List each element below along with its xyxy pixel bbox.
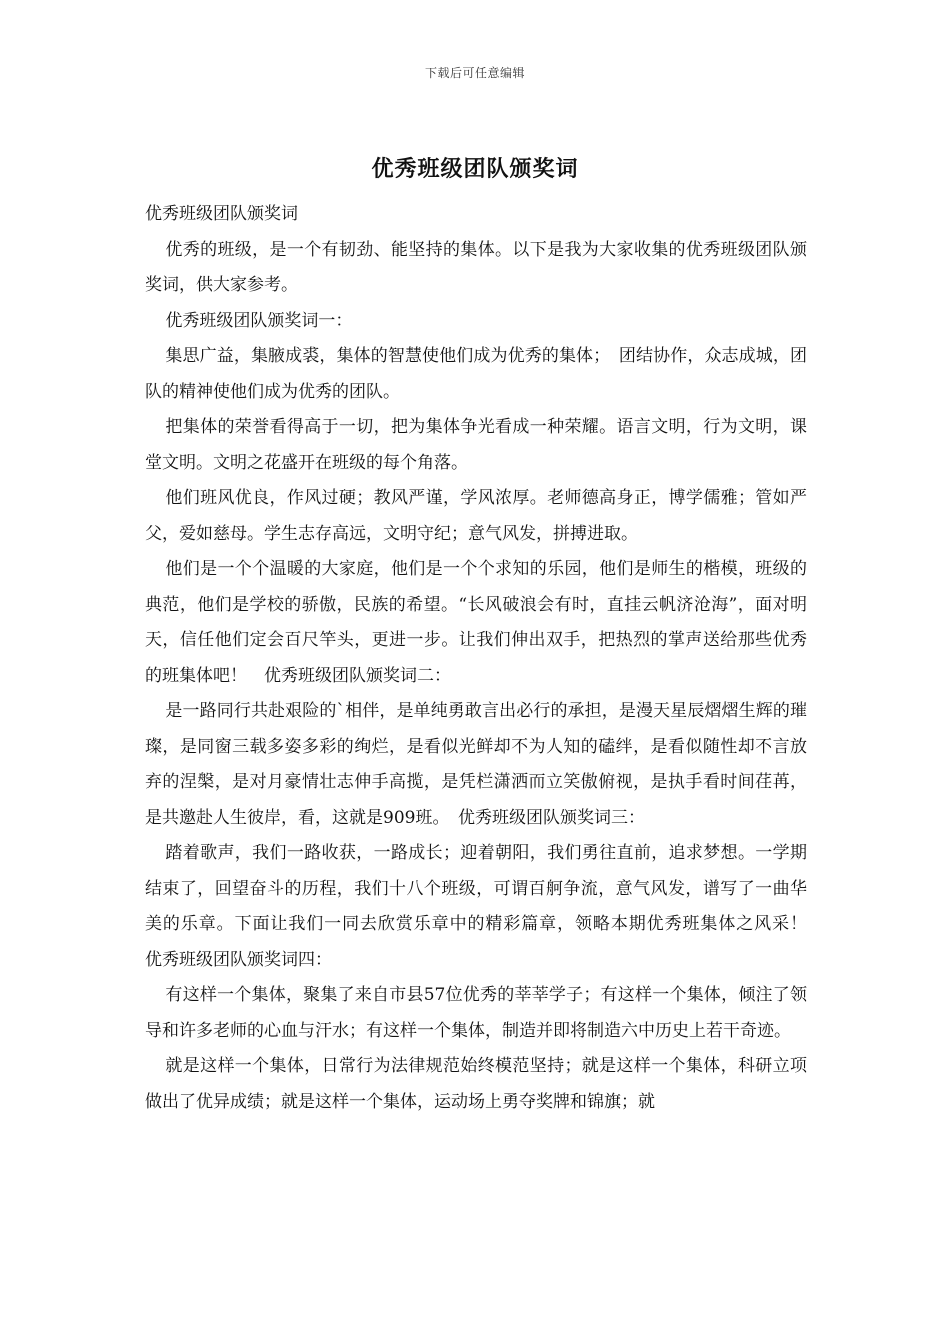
paragraph-heading-one: 优秀班级团队颁奖词一： (165, 310, 353, 331)
paragraph: 就是这样一个集体，日常行为法律规范始终模范坚持；就是这样一个集体，科研立项做出了优异成绩；就是这样一个集体，运动场上勇夺奖牌和锦旗；就 (145, 1056, 807, 1112)
paragraph: 是一路同行共赴艰险的`相伴，是单纯勇敢言出必行的承担，是漫天星辰熠熠生辉的璀璨，是同窗三载多姿多彩的绚烂，是看似光鲜却不为人知的磕绊，是看似随性却不言放弃的涅槃，是对月豪情壮志伸手高揽，是凭栏潇洒而立笑傲俯视，是执手看时间荏苒，是共邀赴人生彼岸，看，这就是909班。 优秀班级团队颁奖词三： (145, 701, 807, 828)
document-body (145, 197, 824, 1120)
paragraph: 他们班风优良，作风过硬；教风严谨，学风浓厚。老师德高身正，博学儒雅；管如严父，爱如慈母。学生志存高远，文明守纪；意气风发，拼搏进取。 (145, 488, 807, 544)
paragraph-subtitle: 优秀班级团队颁奖词 (145, 204, 298, 224)
document-title: 优秀班级团队颁奖词 (371, 156, 579, 182)
paragraph: 他们是一个个温暖的大家庭，他们是一个个求知的乐园，他们是师生的楷模，班级的典范，他们是学校的骄傲，民族的希望。“长风破浪会有时，直挂云帆济沧海”，面对明天，信任他们定会百尺竿头，更进一步。让我们伸出双手，把热烈的掌声送给那些优秀的班集体吧！ 优秀班级团队颁奖词二： (145, 559, 807, 686)
paragraph-intro: 优秀的班级，是一个有韧劲、能坚持的集体。以下是我为大家收集的优秀班级团队颁奖词，供大家参考。 (145, 239, 807, 295)
page-header-note: 下载后可任意编辑 (424, 66, 525, 80)
paragraph: 集思广益，集腋成裘，集体的智慧使他们成为优秀的集体； 团结协作，众志成城，团队的精神使他们成为优秀的团队。 (145, 346, 807, 402)
paragraph: 把集体的荣誉看得高于一切，把为集体争光看成一种荣耀。语言文明，行为文明，课堂文明。文明之花盛开在班级的每个角落。 (145, 417, 807, 473)
paragraph: 有这样一个集体，聚集了来自市县57位优秀的莘莘学子；有这样一个集体，倾注了领导和许多老师的心血与汗水；有这样一个集体，制造并即将制造六中历史上若干奇迹。 (145, 985, 807, 1041)
paragraph: 踏着歌声，我们一路收获，一路成长；迎着朝阳，我们勇往直前，追求梦想。一学期结束了，回望奋斗的历程，我们十八个班级，可谓百舸争流，意气风发，谱写了一曲华美的乐章。下面让我们一同去欣赏乐章中的精彩篇章，领略本期优秀班集体之风采！ 优秀班级团队颁奖词四： (145, 843, 824, 970)
